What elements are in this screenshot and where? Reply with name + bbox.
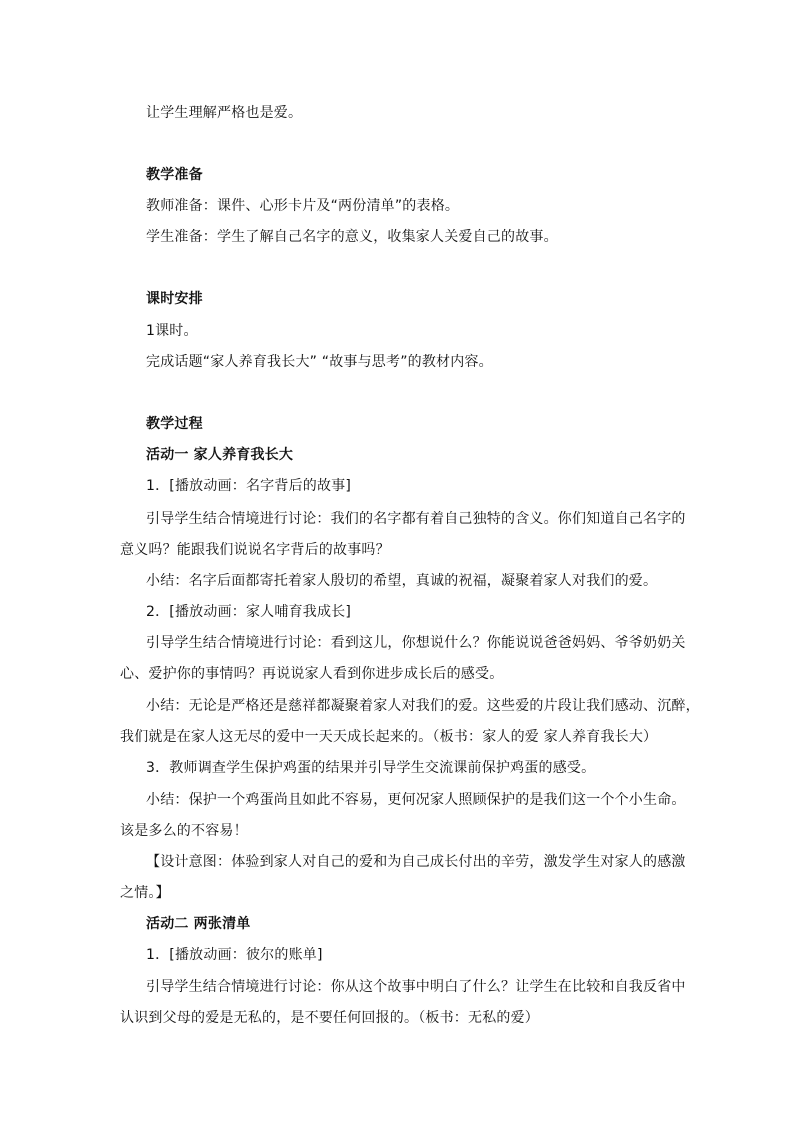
paragraph-text: 意义吗？能跟我们说说名字背后的故事吗？ [120, 542, 390, 558]
paragraph-text: 1课时。 [146, 323, 198, 339]
activity-heading: 活动二 两张清单 [146, 916, 251, 932]
section-heading: 教学过程 [146, 416, 203, 432]
list-item: 2．[播放动画：家人哺育我成长] [146, 604, 352, 620]
paragraph-text: 引导学生结合情境进行讨论：你从这个故事中明白了什么？让学生在比较和自我反省中 [146, 979, 686, 995]
list-item: 1．[播放动画：彼尔的账单] [146, 947, 323, 963]
summary-text: 我们就是在家人这无尽的爱中一天天成长起来的。（板书：家人的爱 家人养育我长大） [120, 729, 658, 745]
paragraph-text: 完成话题“家人养育我长大” “故事与思考”的教材内容。 [146, 354, 493, 370]
paragraph-text: 心、爱护你的事情吗？再说说家人看到你进步成长后的感受。 [120, 666, 504, 682]
summary-text: 小结：名字后面都寄托着家人殷切的希望，真诚的祝福，凝聚着家人对我们的爱。 [146, 573, 658, 589]
paragraph-text: 学生准备：学生了解自己名字的意义，收集家人关爱自己的故事。 [146, 229, 558, 245]
paragraph-text: 引导学生结合情境进行讨论：我们的名字都有着自己独特的含义。你们知道自己名字的 [146, 511, 686, 527]
paragraph-text: 引导学生结合情境进行讨论：看到这儿，你想说什么？你能说说爸爸妈妈、爷爷奶奶关 [146, 635, 686, 651]
paragraph-text: 教师准备：课件、心形卡片及“两份清单”的表格。 [146, 198, 460, 214]
summary-text: 小结：无论是严格还是慈祥都凝聚着家人对我们的爱。这些爱的片段让我们感动、沉醉， [146, 698, 700, 714]
list-item: 3．教师调查学生保护鸡蛋的结果并引导学生交流课前保护鸡蛋的感受。 [146, 760, 596, 776]
list-item: 1．[播放动画：名字背后的故事] [146, 478, 352, 494]
summary-text: 该是多么的不容易！ [120, 823, 248, 839]
activity-heading: 活动一 家人养育我长大 [146, 447, 294, 463]
paragraph-text: 认识到父母的爱是无私的，是不要任何回报的。（板书：无私的爱） [120, 1010, 539, 1026]
design-intent-text: 之情。】 [120, 885, 170, 901]
paragraph-text: 让学生理解严格也是爱。 [146, 105, 303, 121]
section-heading: 课时安排 [146, 291, 203, 307]
section-heading: 教学准备 [146, 167, 203, 183]
design-intent-text: 【设计意图：体验到家人对自己的爱和为自己成长付出的辛劳，激发学生对家人的感激 [146, 854, 686, 870]
summary-text: 小结：保护一个鸡蛋尚且如此不容易，更何况家人照顾保护的是我们这一个个小生命。 [146, 792, 686, 808]
